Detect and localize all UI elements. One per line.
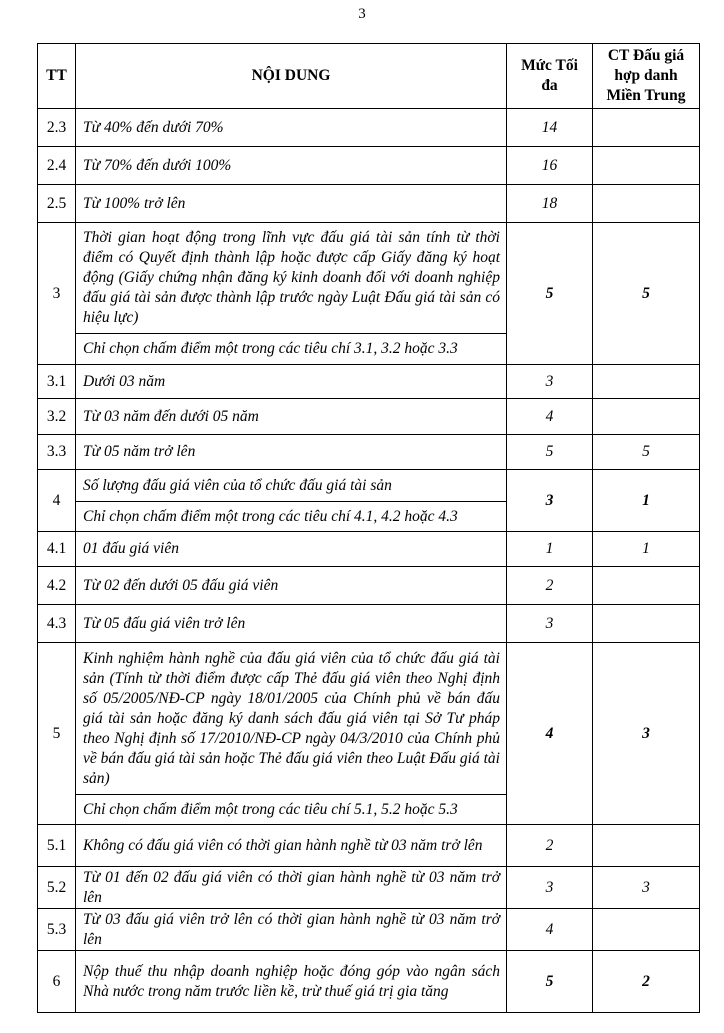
table-row <box>38 435 700 470</box>
page-number: 3 <box>358 6 366 22</box>
row-max: 5 <box>507 223 593 365</box>
scoring-table <box>37 43 700 1013</box>
row-content: Từ 01 đến 02 đấu giá viên có thời gian hành nghề từ 03 năm trở lên <box>76 867 507 909</box>
row-tt: 2.3 <box>38 109 76 147</box>
row-tt: 4.1 <box>38 532 76 567</box>
row-content: Từ 70% đến dưới 100% <box>76 147 507 185</box>
row-content: Từ 05 năm trở lên <box>76 435 507 470</box>
row-max: 2 <box>507 567 593 605</box>
row-score <box>593 185 700 223</box>
row-max: 2 <box>507 825 593 867</box>
row-tt: 5.3 <box>38 909 76 951</box>
table-row <box>38 470 700 502</box>
row-score <box>593 567 700 605</box>
table-row <box>38 643 700 795</box>
row-max: 14 <box>507 109 593 147</box>
table-row <box>38 365 700 399</box>
row-tt: 6 <box>38 951 76 1013</box>
row-note: Chỉ chọn chấm điểm một trong các tiêu chí 5.1, 5.2 hoặc 5.3 <box>76 795 507 825</box>
row-score: 1 <box>593 470 700 532</box>
row-max: 4 <box>507 399 593 435</box>
row-score <box>593 147 700 185</box>
row-tt: 5.2 <box>38 867 76 909</box>
row-tt: 2.4 <box>38 147 76 185</box>
row-tt: 3 <box>38 223 76 365</box>
row-max: 16 <box>507 147 593 185</box>
row-content: Từ 03 đấu giá viên trở lên có thời gian hành nghề từ 03 năm trở lên <box>76 909 507 951</box>
row-max: 3 <box>507 470 593 532</box>
row-tt: 4.2 <box>38 567 76 605</box>
row-score: 3 <box>593 643 700 825</box>
table-row <box>38 399 700 435</box>
table-row <box>38 567 700 605</box>
table-row <box>38 867 700 909</box>
row-score <box>593 825 700 867</box>
row-max: 5 <box>507 435 593 470</box>
row-tt: 2.5 <box>38 185 76 223</box>
table-header-row <box>38 44 700 109</box>
row-tt: 3.1 <box>38 365 76 399</box>
row-max: 4 <box>507 909 593 951</box>
row-max: 3 <box>507 365 593 399</box>
row-tt: 4.3 <box>38 605 76 643</box>
table-row <box>38 223 700 334</box>
row-content: Từ 05 đấu giá viên trở lên <box>76 605 507 643</box>
row-content: Thời gian hoạt động trong lĩnh vực đấu giá tài sản tính từ thời điểm có Quyết định thành lập hoặc được cấp Giấy đăng ký hoạt động (Giấy chứng nhận đăng ký kinh doanh đối với doanh nghiệp đấu giá tài sản được thành lập trước ngày Luật Đấu giá tài sản có hiệu lực) <box>76 223 507 334</box>
row-content: Kinh nghiệm hành nghề của đấu giá viên của tổ chức đấu giá tài sản (Tính từ thời điểm được cấp Thẻ đấu giá viên theo Nghị định số 05/2005/NĐ-CP ngày 18/01/2005 của Chính phủ về bán đấu giá tài sản hoặc đăng ký danh sách đấu giá viên tại Sở Tư pháp theo Nghị định số 17/2010/NĐ-CP ngày 04/3/2010 của Chính phủ về bán đấu giá tài sản hoặc Thẻ đấu giá viên theo Luật Đấu giá tài sản) <box>76 643 507 795</box>
row-content: Số lượng đấu giá viên của tổ chức đấu giá tài sản <box>76 470 507 502</box>
row-content: Từ 100% trở lên <box>76 185 507 223</box>
row-note: Chỉ chọn chấm điểm một trong các tiêu chí 4.1, 4.2 hoặc 4.3 <box>76 502 507 532</box>
row-content: Không có đấu giá viên có thời gian hành nghề từ 03 năm trở lên <box>76 825 507 867</box>
row-score <box>593 909 700 951</box>
table-row <box>38 951 700 1013</box>
row-content: Từ 02 đến dưới 05 đấu giá viên <box>76 567 507 605</box>
row-tt: 3.2 <box>38 399 76 435</box>
table-row <box>38 825 700 867</box>
row-score: 3 <box>593 867 700 909</box>
header-tt: TT <box>38 44 76 109</box>
table-row <box>38 605 700 643</box>
row-content: 01 đấu giá viên <box>76 532 507 567</box>
row-score <box>593 109 700 147</box>
row-max: 3 <box>507 605 593 643</box>
row-score: 5 <box>593 223 700 365</box>
row-score <box>593 605 700 643</box>
row-score: 2 <box>593 951 700 1013</box>
table-row <box>38 185 700 223</box>
row-content: Từ 03 năm đến dưới 05 năm <box>76 399 507 435</box>
header-content: NỘI DUNG <box>76 44 507 109</box>
row-content: Nộp thuế thu nhập doanh nghiệp hoặc đóng góp vào ngân sách Nhà nước trong năm trước liền kề, trừ thuế giá trị gia tăng <box>76 951 507 1013</box>
header-company: CT Đấu giá hợp danh Miền Trung <box>593 44 700 109</box>
row-tt: 5 <box>38 643 76 825</box>
table-row <box>38 532 700 567</box>
row-note: Chỉ chọn chấm điểm một trong các tiêu chí 3.1, 3.2 hoặc 3.3 <box>76 334 507 365</box>
row-score <box>593 399 700 435</box>
row-content: Dưới 03 năm <box>76 365 507 399</box>
row-max: 1 <box>507 532 593 567</box>
table-row <box>38 109 700 147</box>
row-score: 1 <box>593 532 700 567</box>
row-max: 3 <box>507 867 593 909</box>
row-tt: 5.1 <box>38 825 76 867</box>
row-max: 5 <box>507 951 593 1013</box>
table-row <box>38 147 700 185</box>
header-max-score: Mức Tối đa <box>507 44 593 109</box>
row-tt: 4 <box>38 470 76 532</box>
table-row <box>38 909 700 951</box>
row-max: 4 <box>507 643 593 825</box>
row-max: 18 <box>507 185 593 223</box>
row-score: 5 <box>593 435 700 470</box>
row-content: Từ 40% đến dưới 70% <box>76 109 507 147</box>
row-tt: 3.3 <box>38 435 76 470</box>
row-score <box>593 365 700 399</box>
